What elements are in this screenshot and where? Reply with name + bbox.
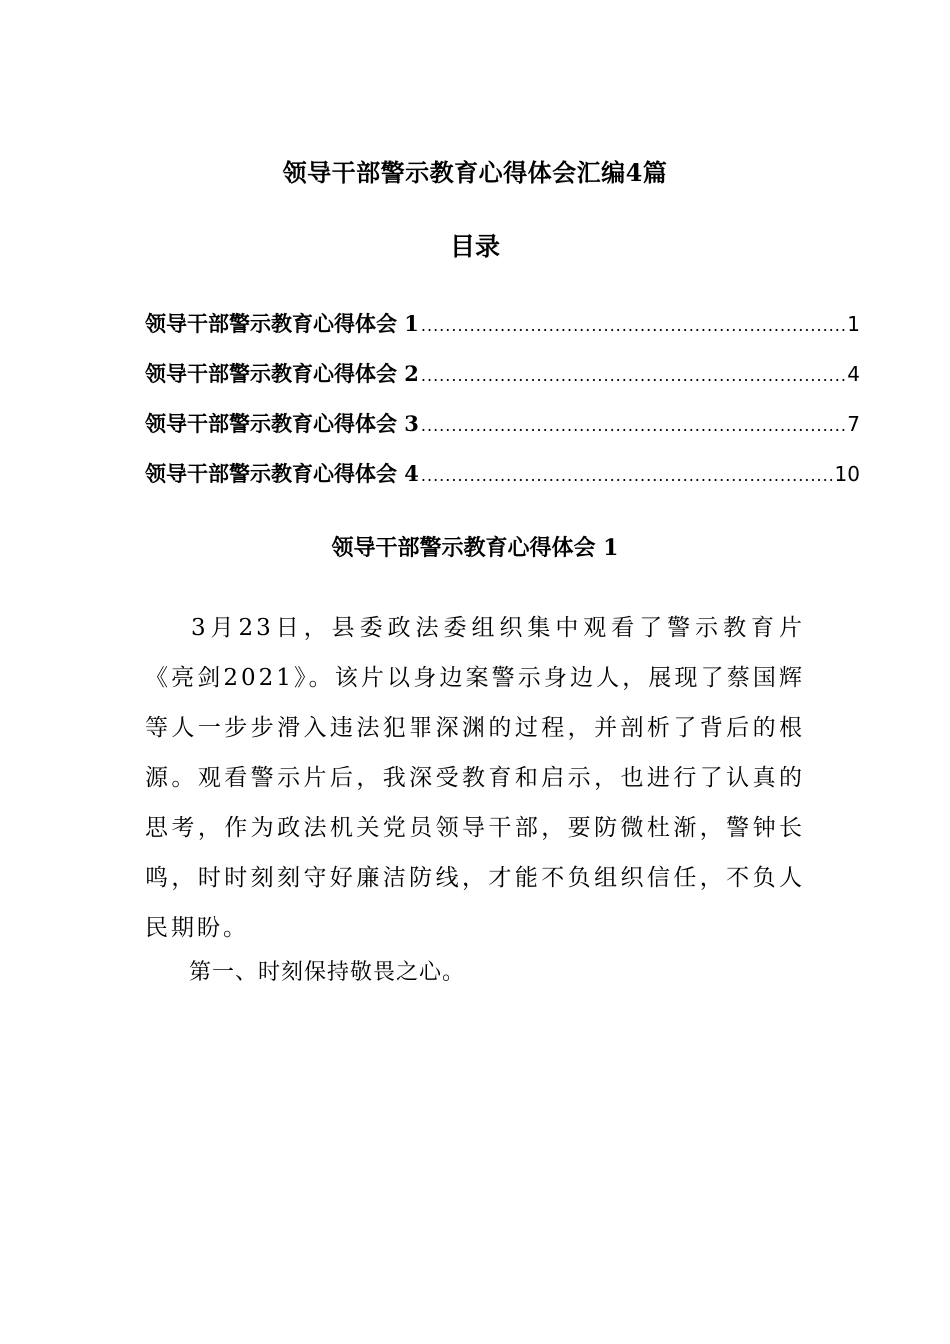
toc-entry-1[interactable] bbox=[145, 306, 860, 356]
section-subheading: 第一、时刻保持敬畏之心。 bbox=[189, 960, 466, 985]
toc-page-number: 10 bbox=[834, 462, 860, 486]
toc-entry-label: 领导干部警示教育心得体会 2 bbox=[145, 361, 419, 386]
toc-leader-dots bbox=[421, 458, 833, 494]
toc-heading: 目录 bbox=[449, 232, 500, 261]
section-title: 领导干部警示教育心得体会 1 bbox=[331, 535, 619, 561]
toc-entry-3[interactable] bbox=[145, 406, 860, 456]
toc-entry-4[interactable] bbox=[145, 456, 860, 506]
toc-page-number: 1 bbox=[847, 312, 860, 336]
table-of-contents bbox=[145, 306, 860, 506]
toc-entry-2[interactable] bbox=[145, 356, 860, 406]
toc-entry-label: 领导干部警示教育心得体会 3 bbox=[145, 411, 419, 436]
toc-leader-dots bbox=[421, 308, 845, 344]
toc-page-number: 4 bbox=[847, 362, 860, 386]
document-title: 领导干部警示教育心得体会汇编4篇 bbox=[282, 158, 668, 187]
body-paragraph: 3月23日，县委政法委组织集中观看了警示教育片《亮剑2021》。该片以身边案警示身边人，展现了蔡国辉等人一步步滑入违法犯罪深渊的过程，并剖析了背后的根源。观看警示片后，我深受教育和启示，也进行了认真的思考，作为政法机关党员领导干部，要防微杜渐，警钟长鸣，时时刻刻守好廉洁防线，才能不负组织信任，不负人民期盼。 bbox=[145, 615, 805, 941]
toc-leader-dots bbox=[421, 358, 845, 394]
toc-entry-label: 领导干部警示教育心得体会 4 bbox=[145, 461, 419, 486]
toc-page-number: 7 bbox=[847, 412, 860, 436]
toc-leader-dots bbox=[421, 408, 845, 444]
toc-entry-label: 领导干部警示教育心得体会 1 bbox=[145, 311, 419, 336]
